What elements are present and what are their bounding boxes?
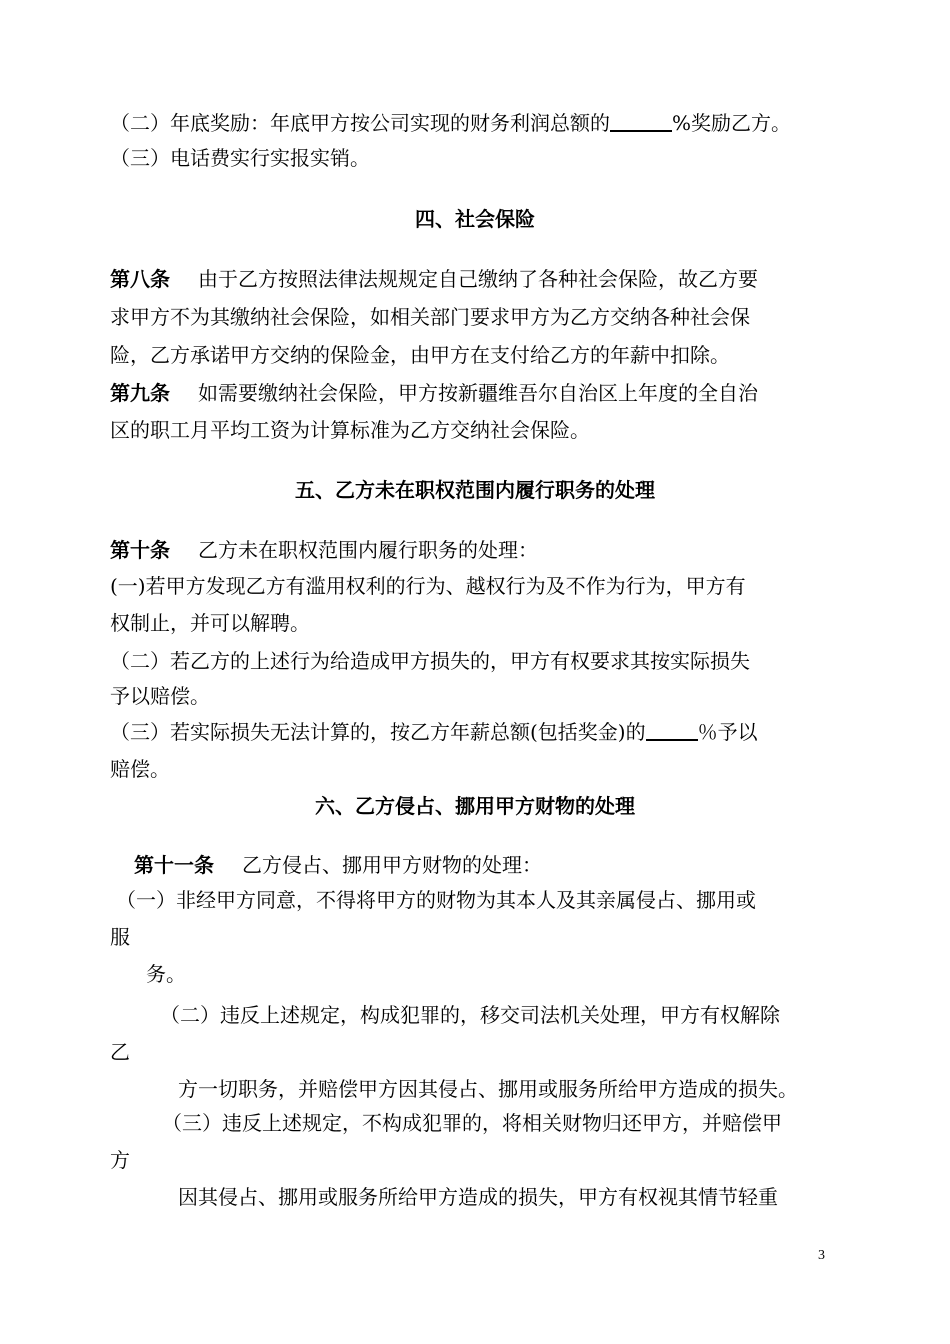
text-line: 方 [110,1148,130,1172]
text-line [110,537,538,563]
text-span: ％予以 [697,720,758,744]
text-line: （一）非经甲方同意，不得将甲方的财物为其本人及其亲属侵占、挪用或 [116,888,756,912]
text-line: （三）违反上述规定，不构成犯罪的，将相关财物归还甲方，并赔偿甲 [162,1111,782,1135]
text-line: 予以赔偿。 [110,684,210,708]
text-line: 服 [110,925,130,949]
text-line: （三）电话费实行实报实销。 [110,146,370,170]
text-span: 乙方侵占、挪用甲方财物的处理： [242,853,542,877]
article-label: 第九条 [110,381,170,405]
text-line: 因其侵占、挪用或服务所给甲方造成的损失，甲方有权视其情节轻重 [178,1185,778,1209]
text-line [110,719,758,745]
text-span: （三）若实际损失无法计算的，按乙方年薪总额(包括奖金)的 [110,720,646,744]
article-label: 第十条 [110,538,170,562]
text-line [134,852,542,878]
section-heading: 六、乙方侵占、挪用甲方财物的处理 [315,794,635,818]
text-line: 险，乙方承诺甲方交纳的保险金，由甲方在支付给乙方的年薪中扣除。 [110,343,730,367]
section-heading: 五、乙方未在职权范围内履行职务的处理 [295,478,655,502]
text-line: （二）若乙方的上述行为给造成甲方损失的，甲方有权要求其按实际损失 [110,649,750,673]
page-number: 3 [818,1248,825,1263]
text-line [110,110,791,136]
text-span: %奖励乙方。 [672,111,792,135]
text-line: 乙 [110,1040,130,1064]
text-line: 务。 [146,962,186,986]
text-span: 如需要缴纳社会保险，甲方按新疆维吾尔自治区上年度的全自治 [198,381,758,405]
article-label: 第十一条 [134,853,214,877]
text-line: （二）违反上述规定，构成犯罪的，移交司法机关处理，甲方有权解除 [160,1003,780,1027]
text-line: (一)若甲方发现乙方有滥用权利的行为、越权行为及不作为行为，甲方有 [110,574,746,598]
text-line [110,266,758,292]
text-span: 由于乙方按照法律法规规定自己缴纳了各种社会保险，故乙方要 [198,267,758,291]
text-line: 赔偿。 [110,757,170,781]
text-line: 求甲方不为其缴纳社会保险，如相关部门要求甲方为乙方交纳各种社会保 [110,305,750,329]
text-span: （二）年底奖励：年底甲方按公司实现的财务利润总额的 [110,111,610,135]
text-span: 乙方未在职权范围内履行职务的处理： [198,538,538,562]
text-line: 区的职工月平均工资为计算标准为乙方交纳社会保险。 [110,418,590,442]
text-line [110,380,758,406]
text-line: 权制止，并可以解聘。 [110,611,310,635]
article-label: 第八条 [110,267,170,291]
text-line: 方一切职务，并赔偿甲方因其侵占、挪用或服务所给甲方造成的损失。 [178,1077,798,1101]
fill-blank [610,110,672,132]
fill-blank [646,719,698,741]
section-heading: 四、社会保险 [415,207,535,231]
